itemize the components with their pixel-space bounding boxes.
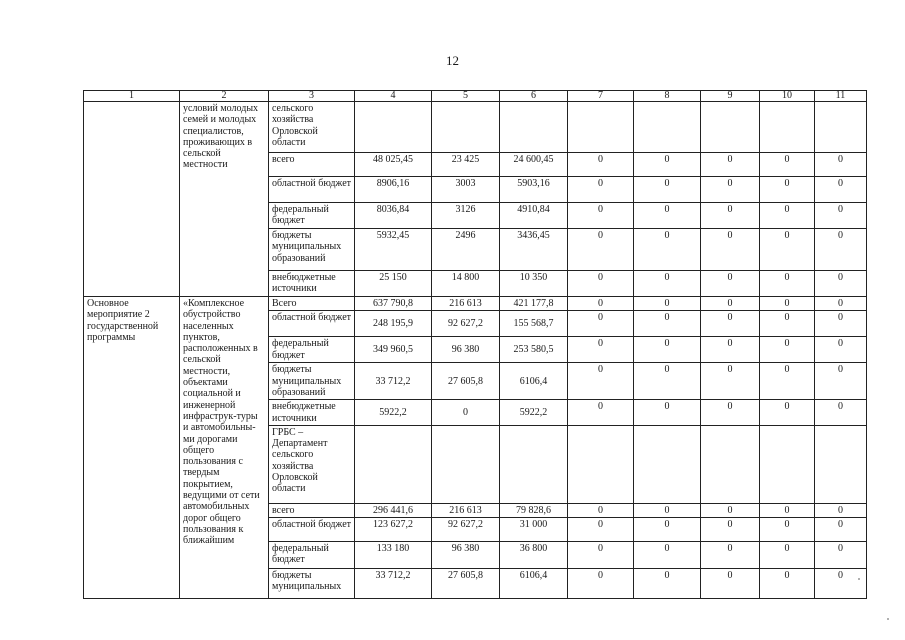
header-col-8: 8: [634, 91, 701, 102]
cell-empty: [701, 425, 760, 503]
cell-col5: 3126: [432, 203, 500, 229]
cell-empty: [815, 425, 867, 503]
cell-col9: 0: [701, 569, 760, 599]
cell-col6: 6106,4: [500, 569, 568, 599]
cell-col7: 0: [568, 153, 634, 177]
table-row: [84, 297, 867, 311]
cell-col6: 3436,45: [500, 229, 568, 271]
cell-col4: 8036,84: [355, 203, 432, 229]
header-col-7: 7: [568, 91, 634, 102]
cell-col5: 27 605,8: [432, 569, 500, 599]
header-col-11: 11: [815, 91, 867, 102]
cell-col9: 0: [701, 337, 760, 363]
cell-col11: 0: [815, 229, 867, 271]
cell-col9: 0: [701, 177, 760, 203]
cell-col7: 0: [568, 203, 634, 229]
cell-col8: 0: [634, 518, 701, 542]
cell-col9: 0: [701, 542, 760, 569]
cell-col11: 0: [815, 337, 867, 363]
cell-col5: 0: [432, 400, 500, 426]
cell-col7: 0: [568, 297, 634, 311]
budget-table: [83, 90, 867, 599]
cell-col9: 0: [701, 271, 760, 297]
cell-col4: 5922,2: [355, 400, 432, 426]
cell-col10: 0: [760, 229, 815, 271]
cell-col5: 216 613: [432, 503, 500, 517]
cell-col11: 0: [815, 400, 867, 426]
cell-col7: 0: [568, 542, 634, 569]
cell-col4: 637 790,8: [355, 297, 432, 311]
cell-source-label: внебюджетные источники: [269, 400, 355, 426]
cell-source-label: всего: [269, 153, 355, 177]
cell-col11: 0: [815, 271, 867, 297]
cell-empty: [500, 425, 568, 503]
cell-col8: 0: [634, 177, 701, 203]
cell-col11: 0: [815, 363, 867, 400]
cell-source-label: федеральный бюджет: [269, 542, 355, 569]
cell-col9: 0: [701, 503, 760, 517]
cell-source-label: Всего: [269, 297, 355, 311]
scan-speck: [887, 618, 889, 620]
cell-col6: 4910,84: [500, 203, 568, 229]
cell-col10: 0: [760, 518, 815, 542]
cell-col5: 92 627,2: [432, 311, 500, 337]
cell-empty: [432, 102, 500, 153]
cell-col8: 0: [634, 271, 701, 297]
cell-empty: [760, 425, 815, 503]
cell-col9: 0: [701, 400, 760, 426]
cell-empty: [568, 102, 634, 153]
cell-col7: 0: [568, 177, 634, 203]
cell-col10: 0: [760, 177, 815, 203]
cell-col10: 0: [760, 400, 815, 426]
cell-col5: 96 380: [432, 542, 500, 569]
cell-source-label: федеральный бюджет: [269, 337, 355, 363]
cell-col9: 0: [701, 363, 760, 400]
cell-col11: 0: [815, 518, 867, 542]
cell-col4: 5932,45: [355, 229, 432, 271]
cell-empty: [432, 425, 500, 503]
cell-col6: 79 828,6: [500, 503, 568, 517]
cell-col8: 0: [634, 311, 701, 337]
cell-col8: 0: [634, 569, 701, 599]
cell-source-label: бюджеты муниципальных: [269, 569, 355, 599]
cell-col4: 8906,16: [355, 177, 432, 203]
header-col-1: 1: [84, 91, 180, 102]
cell-col4: 48 025,45: [355, 153, 432, 177]
cell-col5: 92 627,2: [432, 518, 500, 542]
cell-col8: 0: [634, 400, 701, 426]
page-number: 12: [446, 53, 459, 68]
cell-col9: 0: [701, 153, 760, 177]
cell-col11: 0: [815, 542, 867, 569]
cell-empty: [500, 102, 568, 153]
cell-col10: 0: [760, 542, 815, 569]
cell-col7: 0: [568, 503, 634, 517]
cell-empty: [701, 102, 760, 153]
cell-col9: 0: [701, 311, 760, 337]
cell-col10: 0: [760, 311, 815, 337]
scan-speck: [858, 578, 860, 580]
cell-col6: 5903,16: [500, 177, 568, 203]
cell-col4: 248 195,9: [355, 311, 432, 337]
cell-source-label: всего: [269, 503, 355, 517]
cell-source-label: бюджеты муниципальных образований: [269, 363, 355, 400]
block2-measure-text: «Комплексное обустройство населенных пунктов, расположенных в сельской местности, объектами социальной и инженерной инфраструк-туры и автомобильны-ми дорогами общего пользования с твердым покрытием, ведущими от сети автомобильных дорог общего пользования к ближайшим: [180, 297, 269, 599]
cell-col5: 23 425: [432, 153, 500, 177]
cell-col9: 0: [701, 203, 760, 229]
cell-col7: 0: [568, 569, 634, 599]
cell-col10: 0: [760, 503, 815, 517]
cell-col8: 0: [634, 363, 701, 400]
header-col-5: 5: [432, 91, 500, 102]
cell-col8: 0: [634, 297, 701, 311]
cell-source-label: бюджеты муниципальных образований: [269, 229, 355, 271]
cell-source-label: внебюджетные источники: [269, 271, 355, 297]
cell-col11: 0: [815, 311, 867, 337]
cell-col10: 0: [760, 363, 815, 400]
cell-col7: 0: [568, 229, 634, 271]
cell-col4: 33 712,2: [355, 569, 432, 599]
cell-col10: 0: [760, 203, 815, 229]
cell-col6: 31 000: [500, 518, 568, 542]
cell-empty: [355, 102, 432, 153]
cell-col4: 33 712,2: [355, 363, 432, 400]
cell-col4: 25 150: [355, 271, 432, 297]
cell-col7: 0: [568, 518, 634, 542]
cell-col6: 253 580,5: [500, 337, 568, 363]
cell-col10: 0: [760, 153, 815, 177]
cell-col4: 123 627,2: [355, 518, 432, 542]
block1-col1-empty: [84, 102, 180, 297]
cell-col4: 296 441,6: [355, 503, 432, 517]
block1-grbs-text: сельского хозяйства Орловской области: [269, 102, 355, 153]
header-col-4: 4: [355, 91, 432, 102]
block1-measure-text: условий молодых семей и молодых специалистов, проживающих в сельской местности: [180, 102, 269, 297]
table-row: [84, 91, 867, 102]
cell-empty: [815, 102, 867, 153]
cell-col5: 216 613: [432, 297, 500, 311]
cell-empty: [568, 425, 634, 503]
cell-col8: 0: [634, 153, 701, 177]
cell-col5: 3003: [432, 177, 500, 203]
cell-col5: 14 800: [432, 271, 500, 297]
cell-source-label: областной бюджет: [269, 518, 355, 542]
cell-col6: 24 600,45: [500, 153, 568, 177]
cell-col6: 6106,4: [500, 363, 568, 400]
cell-col10: 0: [760, 337, 815, 363]
cell-source-label: федеральный бюджет: [269, 203, 355, 229]
cell-col7: 0: [568, 271, 634, 297]
cell-col11: 0: [815, 297, 867, 311]
cell-col6: 5922,2: [500, 400, 568, 426]
block2-grbs-text: ГРБС – Департамент сельского хозяйства Орловской области: [269, 425, 355, 503]
header-col-2: 2: [180, 91, 269, 102]
cell-col10: 0: [760, 297, 815, 311]
cell-col6: 155 568,7: [500, 311, 568, 337]
cell-col5: 2496: [432, 229, 500, 271]
table-body: [84, 91, 867, 599]
cell-col9: 0: [701, 297, 760, 311]
cell-col8: 0: [634, 229, 701, 271]
header-col-3: 3: [269, 91, 355, 102]
cell-col10: 0: [760, 271, 815, 297]
header-col-6: 6: [500, 91, 568, 102]
cell-empty: [355, 425, 432, 503]
cell-col8: 0: [634, 203, 701, 229]
cell-col6: 421 177,8: [500, 297, 568, 311]
cell-col7: 0: [568, 363, 634, 400]
cell-col6: 36 800: [500, 542, 568, 569]
cell-col10: 0: [760, 569, 815, 599]
block2-measure-title: Основное мероприятие 2 государственной программы: [84, 297, 180, 599]
cell-col11: 0: [815, 503, 867, 517]
cell-col11: 0: [815, 203, 867, 229]
table-row: [84, 102, 867, 153]
cell-col5: 27 605,8: [432, 363, 500, 400]
cell-col5: 96 380: [432, 337, 500, 363]
cell-empty: [634, 425, 701, 503]
cell-empty: [634, 102, 701, 153]
cell-source-label: областной бюджет: [269, 311, 355, 337]
cell-col9: 0: [701, 518, 760, 542]
cell-col7: 0: [568, 311, 634, 337]
cell-col8: 0: [634, 337, 701, 363]
cell-col11: 0: [815, 177, 867, 203]
cell-col11: 0: [815, 153, 867, 177]
cell-col4: 349 960,5: [355, 337, 432, 363]
cell-col8: 0: [634, 542, 701, 569]
cell-col6: 10 350: [500, 271, 568, 297]
cell-col7: 0: [568, 337, 634, 363]
cell-col7: 0: [568, 400, 634, 426]
cell-col8: 0: [634, 503, 701, 517]
cell-col4: 133 180: [355, 542, 432, 569]
cell-empty: [760, 102, 815, 153]
header-col-9: 9: [701, 91, 760, 102]
cell-source-label: областной бюджет: [269, 177, 355, 203]
cell-col9: 0: [701, 229, 760, 271]
header-col-10: 10: [760, 91, 815, 102]
cell-col11: 0: [815, 569, 867, 599]
